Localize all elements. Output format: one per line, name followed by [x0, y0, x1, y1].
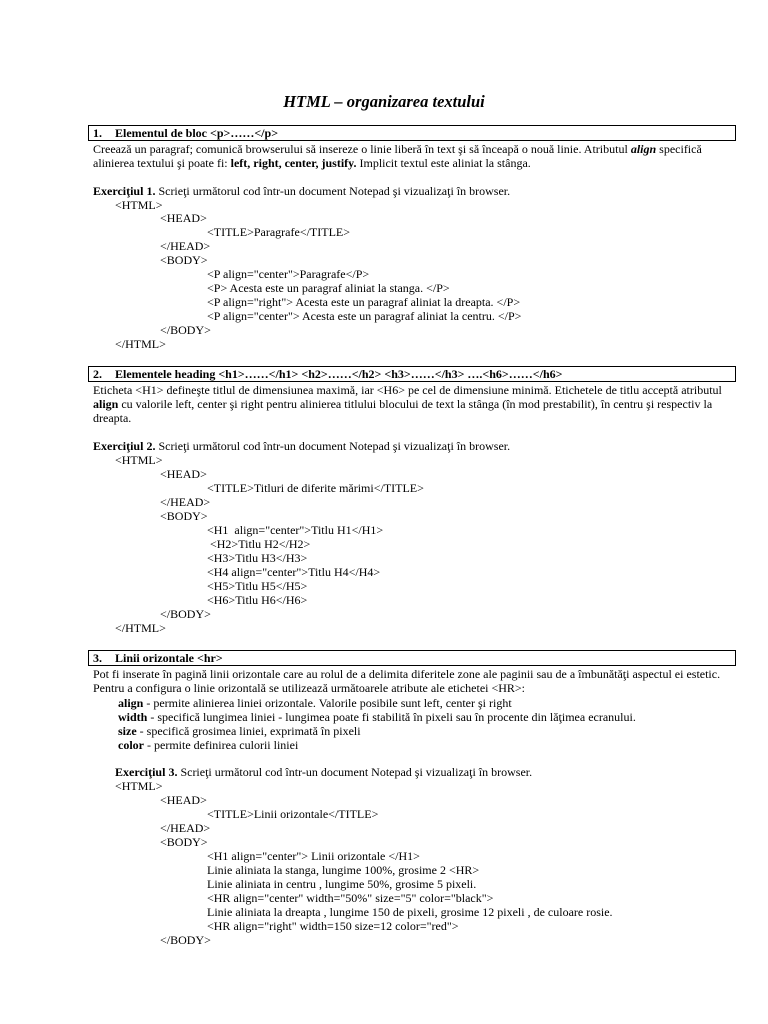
code-line: <TITLE>Linii orizontale</TITLE> — [207, 807, 379, 821]
attribute-name: width — [118, 710, 148, 724]
exercise-number: Exerciţiul 2. — [93, 439, 156, 453]
code-line: <HR align="center" width="50%" size="5" color="black"> — [207, 891, 494, 905]
para-keyword: align — [93, 397, 119, 411]
code-line: <HTML> — [115, 453, 163, 467]
exercise-1-label — [93, 185, 510, 198]
para-text: Eticheta <H1> defineşte titlul de dimensiunea maximă, iar <H6> pe cel de dimensiune minimă. Etichetele de titlu acceptă atributul — [93, 383, 722, 397]
exercise-text: Scrieţi următorul cod într-un document Notepad şi vizualizaţi în browser. — [155, 439, 511, 453]
code-line: <BODY> — [160, 835, 208, 849]
attribute-color — [118, 738, 298, 752]
code-line: <H6>Titlu H6</H6> — [207, 593, 308, 607]
code-line: </HTML> — [115, 621, 166, 635]
exercise-number: Exerciţiul 3. — [115, 765, 178, 779]
section-1-header — [88, 125, 736, 141]
code-line: <H3>Titlu H3</H3> — [207, 551, 308, 565]
section-heading: Elementul de bloc <p>……</p> — [115, 126, 279, 140]
attribute-desc: - permite alinierea liniei orizontale. Valorile posibile sunt left, center şi right — [143, 696, 512, 710]
code-line: <P align="center">Paragrafe</P> — [207, 267, 370, 281]
section-2-paragraph — [93, 383, 738, 425]
section-3-header — [88, 650, 736, 666]
code-line: </HEAD> — [160, 239, 211, 253]
para-text: specifică alinierea textului şi poate fi: — [93, 142, 702, 170]
exercise-2-label — [93, 440, 510, 453]
code-line: <H2>Titlu H2</H2> — [207, 537, 311, 551]
code-line: </HEAD> — [160, 495, 211, 509]
code-line: <H1 align="center">Titlu H1</H1> — [207, 523, 384, 537]
exercise-text: Scrieţi următorul cod într-un document Notepad şi vizualizaţi în browser. — [155, 184, 511, 198]
attribute-desc: - specifică lungimea liniei - lungimea poate fi stabilită în pixeli sau în procente din lăţimea ecranului. — [147, 710, 636, 724]
code-line: </BODY> — [160, 323, 211, 337]
code-line: </BODY> — [160, 933, 211, 947]
attribute-width — [118, 710, 636, 724]
code-line: <BODY> — [160, 253, 208, 267]
attribute-desc: - specifică grosimea liniei, exprimată în pixeli — [136, 724, 361, 738]
section-heading: Linii orizontale <hr> — [115, 651, 223, 665]
code-line: <HTML> — [115, 198, 163, 212]
section-2-header — [88, 366, 736, 382]
code-line: <P align="center"> Acesta este un paragraf aliniat la centru. </P> — [207, 309, 522, 323]
para-values: left, right, center, justify. — [230, 156, 357, 170]
code-line: <TITLE>Titluri de diferite mărimi</TITLE> — [207, 481, 424, 495]
section-1-paragraph — [93, 142, 738, 170]
code-line: <HEAD> — [160, 467, 207, 481]
section-number: 1. — [93, 126, 102, 140]
code-line: <BODY> — [160, 509, 208, 523]
code-line: </HEAD> — [160, 821, 211, 835]
section-number: 2. — [93, 367, 102, 381]
code-line: <H5>Titlu H5</H5> — [207, 579, 308, 593]
para-text: Creează un paragraf; comunică browserului să insereze o linie liberă în text şi să înceapă o nouă linie. Atributul — [93, 142, 631, 156]
attribute-name: color — [118, 738, 144, 752]
attribute-desc: - permite definirea culorii liniei — [144, 738, 299, 752]
code-line: <P> Acesta este un paragraf aliniat la stanga. </P> — [207, 281, 450, 295]
code-line: </HTML> — [115, 337, 166, 351]
code-line: <H4 align="center">Titlu H4</H4> — [207, 565, 381, 579]
code-line: Linie aliniata in centru , lungime 50%, grosime 5 pixeli. — [207, 877, 477, 891]
code-line: Linie aliniata la dreapta , lungime 150 de pixeli, grosime 12 pixeli , de culoare rosie. — [207, 905, 613, 919]
exercise-3-label — [115, 766, 532, 779]
attribute-size — [118, 724, 361, 738]
para-text: Implicit textul este aliniat la stânga. — [356, 156, 531, 170]
attribute-align — [118, 696, 512, 710]
code-line: Linie aliniata la stanga, lungime 100%, grosime 2 <HR> — [207, 863, 480, 877]
code-line: <H1 align="center"> Linii orizontale </H1> — [207, 849, 420, 863]
section-3-paragraph: Pot fi inserate în pagină linii orizontale care au rolul de a delimita diferitele zone ale paginii sau de a îmbunătăţi aspectul ei estetic. Pentru a configura o linie orizontală se utilizează următoarele atribute ale etichetei <HR>: — [93, 667, 721, 695]
code-line: <HEAD> — [160, 793, 207, 807]
code-line: <HTML> — [115, 779, 163, 793]
document-title: HTML – organizarea textului — [283, 92, 485, 111]
code-line: <HR align="right" width=150 size=12 color="red"> — [207, 919, 459, 933]
para-keyword: align — [630, 142, 657, 156]
para-text: cu valorile left, center şi right pentru alinierea titlului blocului de text la stânga (în mod prestabilit), în centru şi respectiv la dreapta. — [93, 397, 713, 425]
exercise-number: Exerciţiul 1. — [93, 184, 156, 198]
section-number: 3. — [93, 651, 102, 665]
attribute-name: size — [118, 724, 137, 738]
attribute-name: align — [118, 696, 144, 710]
code-line: <HEAD> — [160, 211, 207, 225]
code-line: <P align="right"> Acesta este un paragraf aliniat la dreapta. </P> — [207, 295, 521, 309]
exercise-text: Scrieţi următorul cod într-un document Notepad şi vizualizaţi în browser. — [177, 765, 533, 779]
section-heading: Elementele heading <h1>……</h1> <h2>……</h2> <h3>……</h3> ….<h6>……</h6> — [115, 367, 563, 381]
code-line: <TITLE>Paragrafe</TITLE> — [207, 225, 351, 239]
code-line: </BODY> — [160, 607, 211, 621]
